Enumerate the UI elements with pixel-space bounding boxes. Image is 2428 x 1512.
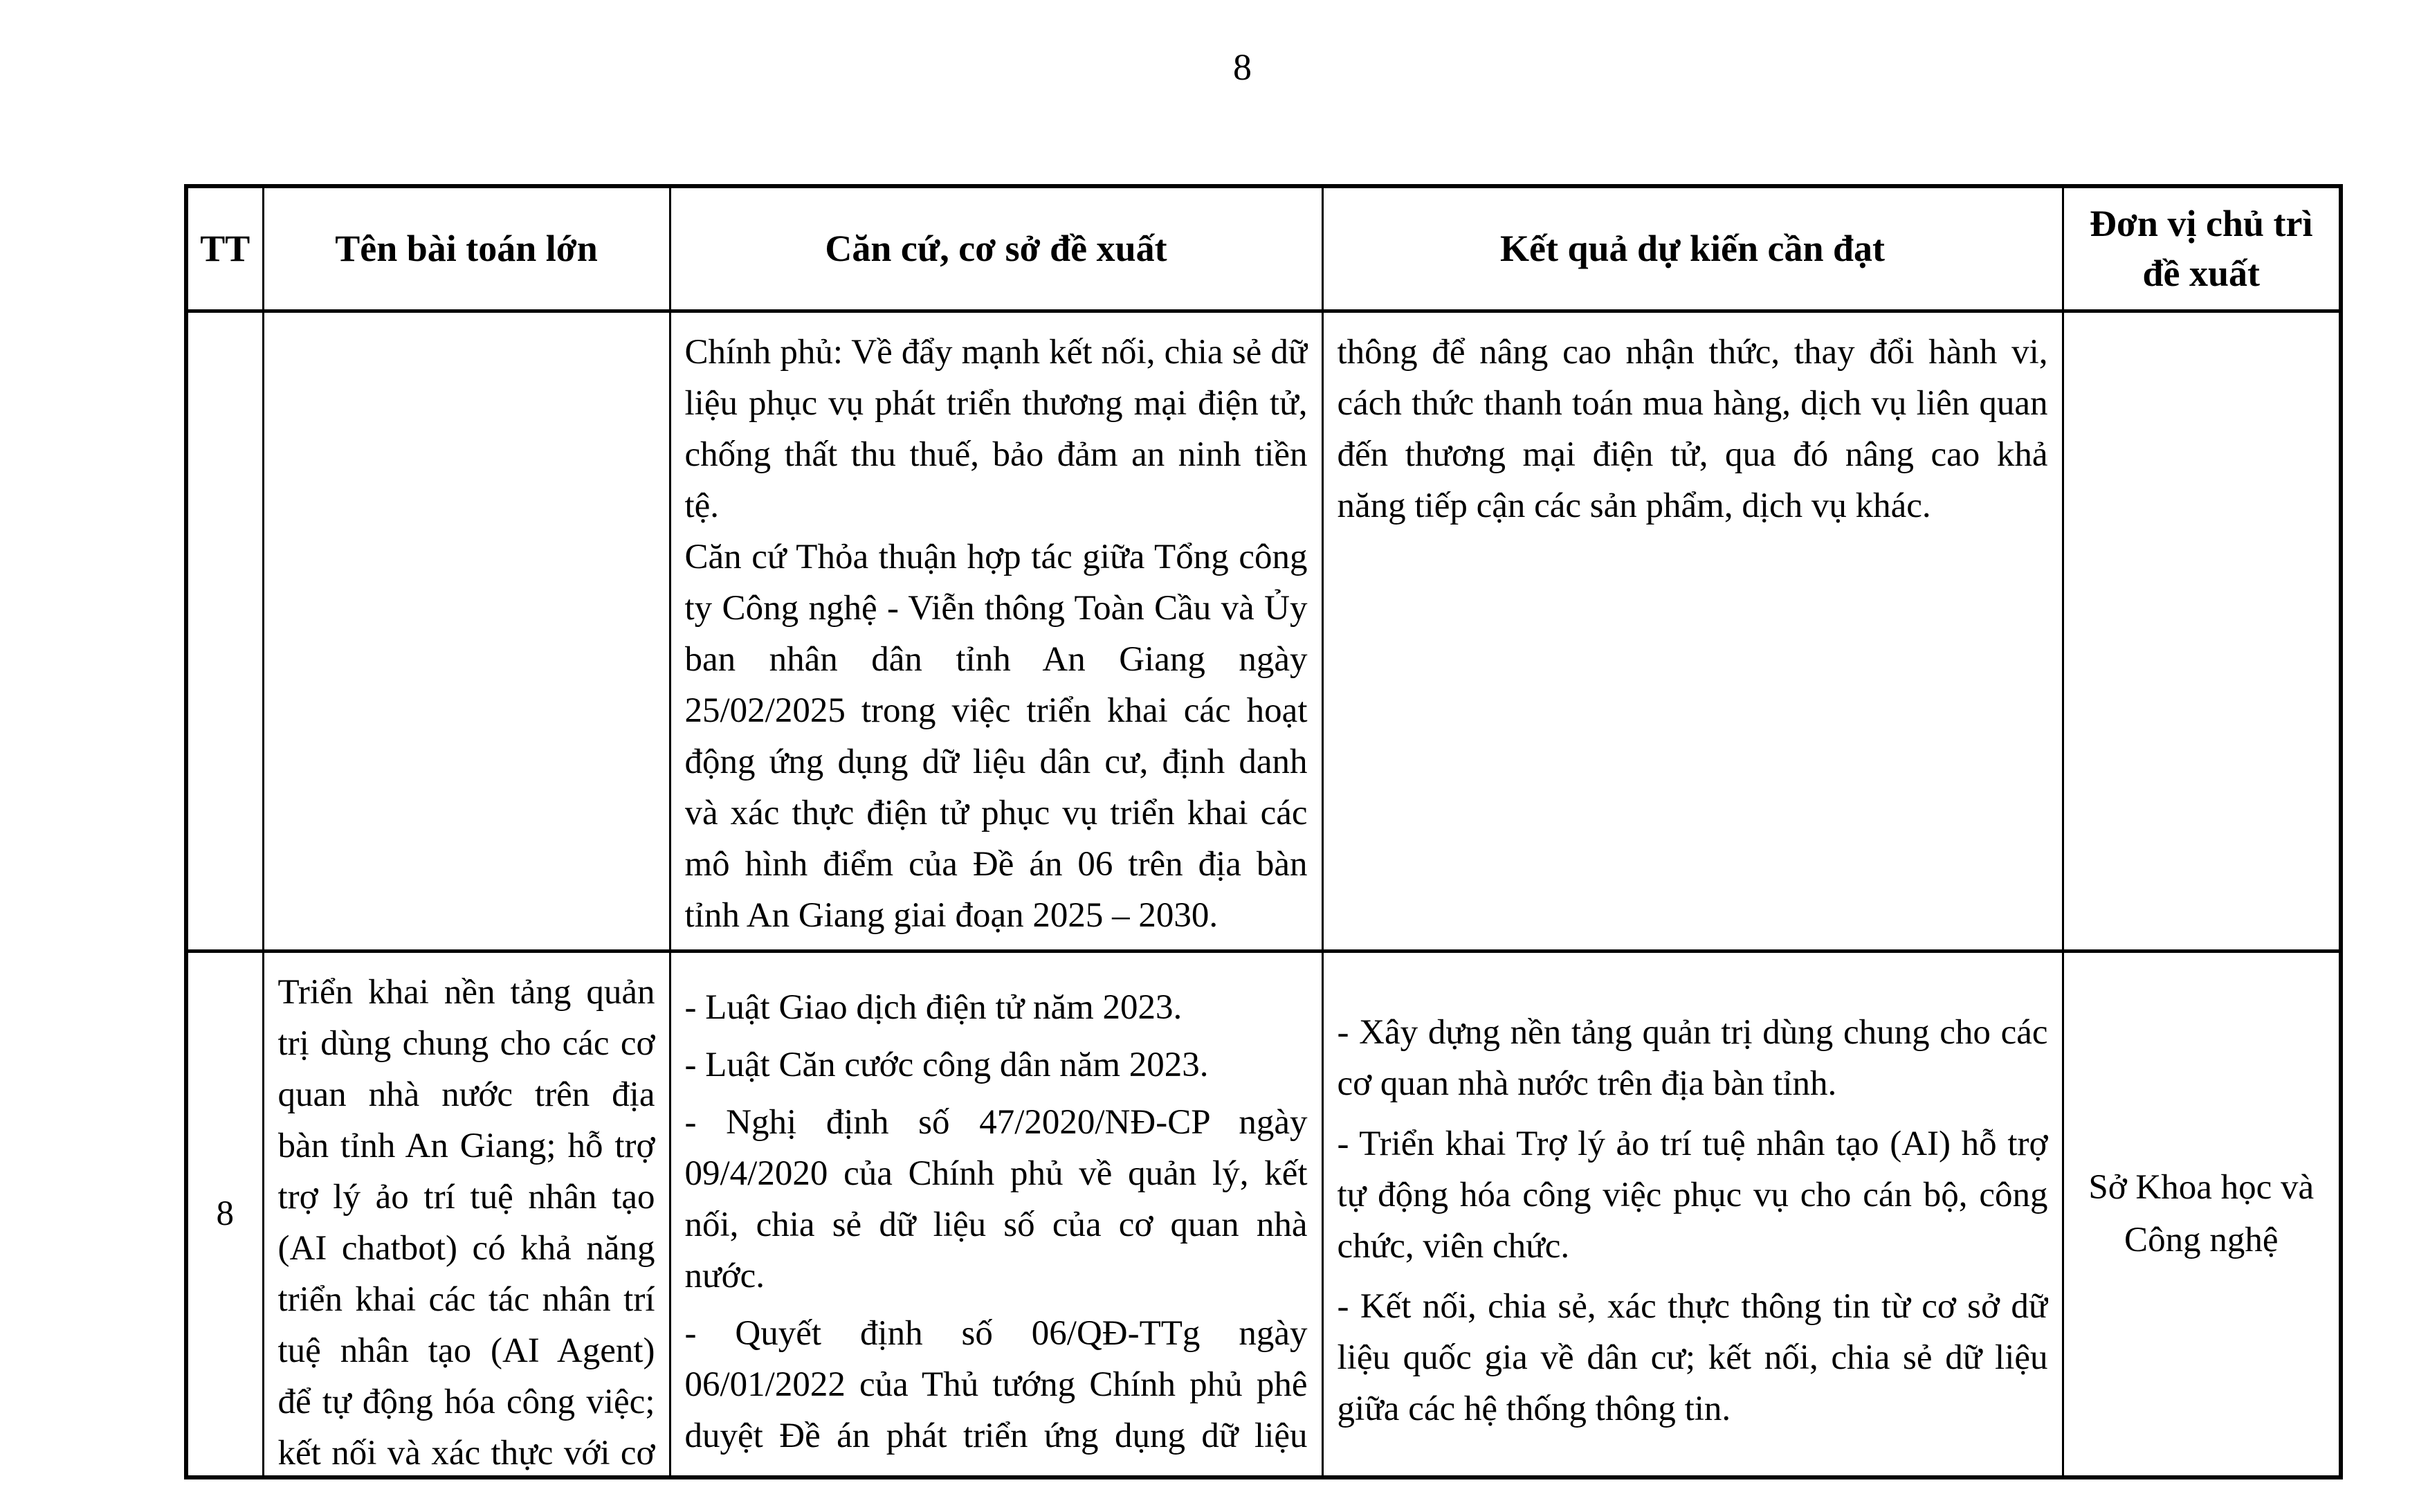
cell-ket-qua-8 bbox=[1322, 951, 2063, 1477]
proposal-table bbox=[184, 184, 2343, 1479]
column-header-don-vi-chu-tri-de-xuat: Đơn vị chủ trì đề xuất bbox=[2063, 186, 2341, 311]
ten-bai-toan-text bbox=[278, 967, 655, 1475]
column-header-tt: TT bbox=[186, 186, 263, 311]
cell-ten-bai-toan-8 bbox=[263, 951, 670, 1477]
paragraph: thông để nâng cao nhận thức, thay đổi hành vi, cách thức thanh toán mua hàng, dịch vụ liên quan đến thương mại điện tử, qua đó nâng cao khả năng tiếp cận các sản phẩm, dịch vụ khác. bbox=[1337, 332, 2048, 525]
bullet-item: - Luật Giao dịch điện tử năm 2023. bbox=[684, 987, 1183, 1027]
column-header-ket-qua-du-kien-can-dat: Kết quả dự kiến cần đạt bbox=[1322, 186, 2063, 311]
bullet-item: - Kết nối, chia sẻ, xác thực thông tin từ cơ sở dữ liệu quốc gia về dân cư; kết nối, chia sẻ dữ liệu giữa các hệ thống thông tin. bbox=[1337, 1286, 2048, 1428]
cell-ket-qua-continuation bbox=[1322, 311, 2063, 951]
page-number: 8 bbox=[1233, 46, 1252, 88]
bullet-item: - Nghị định số 47/2020/NĐ-CP ngày 09/4/2020 của Chính phủ về quản lý, kết nối, chia sẻ dữ liệu số của cơ quan nhà nước. bbox=[684, 1102, 1308, 1295]
paragraph: Căn cứ Thỏa thuận hợp tác giữa Tổng công ty Công nghệ - Viễn thông Toàn Cầu và Ủy ban nhân dân tỉnh An Giang ngày 25/02/2025 trong việc triển khai các hoạt động ứng dụng dữ liệu dân cư, định danh và xác thực điện tử phục vụ triển khai các mô hình điểm của Đề án 06 trên địa bàn tỉnh An Giang giai đoạn 2025 – 2030. bbox=[684, 537, 1308, 935]
can-cu-bullet-list bbox=[685, 982, 1308, 1466]
table-header-row bbox=[186, 186, 2341, 311]
table-row-continuation bbox=[186, 311, 2341, 951]
column-header-ten-bai-toan-lon: Tên bài toán lớn bbox=[263, 186, 670, 311]
bullet-item: - Quyết định số 06/QĐ-TTg ngày 06/01/2022 của Thủ tướng Chính phủ phê duyệt Đề án phát triển ứng dụng dữ liệu bbox=[684, 1313, 1308, 1455]
bullet-item: - Triển khai Trợ lý ảo trí tuệ nhân tạo (AI) hỗ trợ tự động hóa công việc phục vụ cho cán bộ, công chức, viên chức. bbox=[1337, 1124, 2048, 1266]
bullet-item: - Luật Căn cước công dân năm 2023. bbox=[684, 1045, 1209, 1084]
table-row-8 bbox=[186, 951, 2341, 1477]
bullet-item: - Xây dựng nền tảng quản trị dùng chung cho các cơ quan nhà nước trên địa bàn tỉnh. bbox=[1337, 1012, 2048, 1103]
cell-tt-empty bbox=[186, 311, 263, 951]
can-cu-continuation-text bbox=[685, 327, 1308, 942]
column-header-can-cu-co-so-de-xuat: Căn cứ, cơ sở đề xuất bbox=[670, 186, 1322, 311]
ket-qua-bullet-list bbox=[1338, 1007, 2048, 1470]
cell-don-vi-8: Sở Khoa học và Công nghệ bbox=[2063, 951, 2341, 1477]
cell-can-cu-8 bbox=[670, 951, 1322, 1477]
ket-qua-continuation-text bbox=[1338, 327, 2048, 942]
cell-don-vi-empty bbox=[2063, 311, 2341, 951]
cell-can-cu-continuation bbox=[670, 311, 1322, 951]
paragraph: Chính phủ: Về đẩy mạnh kết nối, chia sẻ dữ liệu phục vụ phát triển thương mại điện tử, chống thất thu thuế, bảo đảm an ninh tiền tệ. bbox=[684, 332, 1308, 525]
cell-ten-bai-toan-empty bbox=[263, 311, 670, 951]
paragraph: Triển khai nền tảng quản trị dùng chung cho các cơ quan nhà nước trên địa bàn tỉnh An Giang; hỗ trợ trợ lý ảo trí tuệ nhân tạo (AI chatbot) có khả năng triển khai các tác nhân trí tuệ nhân tạo (AI Agent) để tự động hóa công việc; kết nối và xác thực với cơ bbox=[277, 972, 655, 1473]
cell-tt-8: 8 bbox=[186, 951, 263, 1477]
